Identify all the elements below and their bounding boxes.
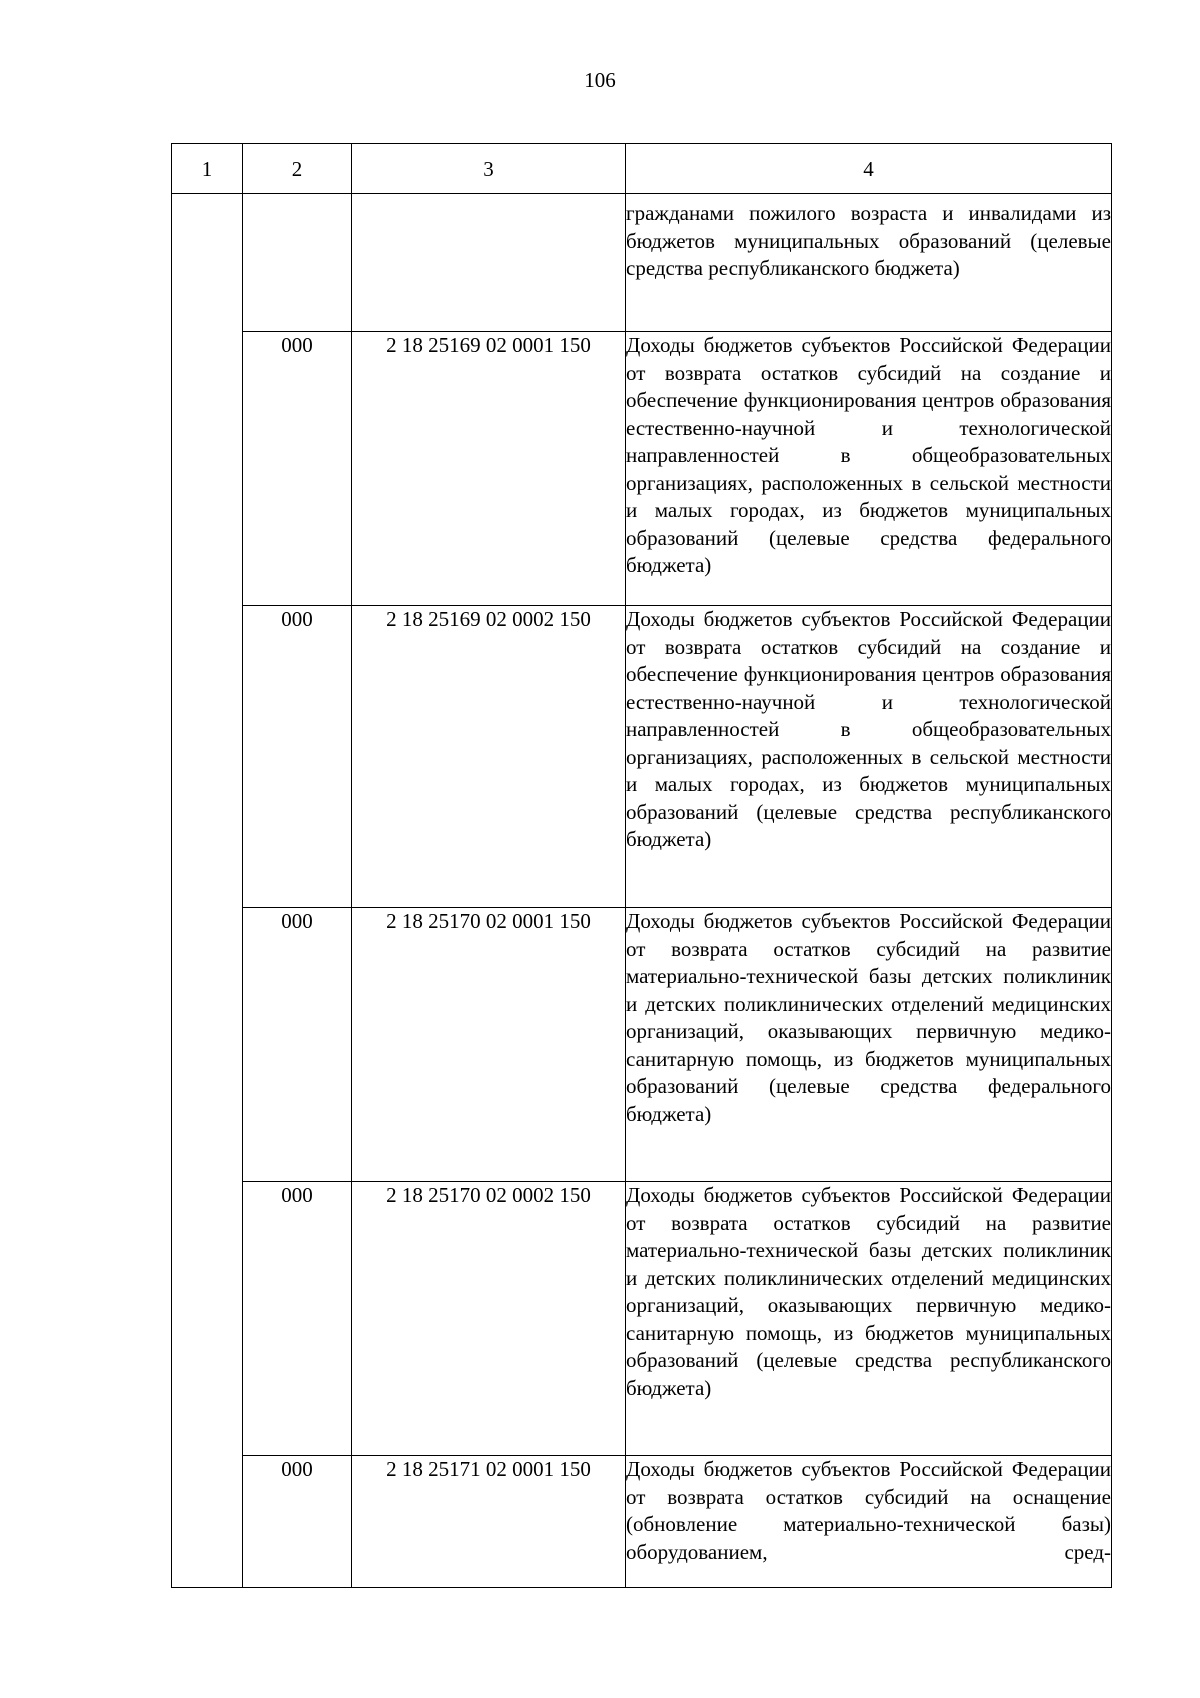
table-row: [172, 1182, 1112, 1456]
description-cell: Доходы бюджетов субъектов Российской Федерации от возврата остатков субсидий на оснащение (обновление материально-технической базы) оборудованием, сред-: [626, 1456, 1112, 1588]
table-row: [172, 1456, 1112, 1588]
description-cell: гражданами пожилого возраста и инвалидами из бюджетов муниципальных образований (целевые средства республиканского бюджета): [626, 194, 1112, 332]
table-row: [172, 194, 1112, 332]
table-row: [172, 332, 1112, 606]
header-col-1: 1: [172, 144, 243, 194]
description-cell: Доходы бюджетов субъектов Российской Федерации от возврата остатков субсидий на развитие материально-технической базы детских поликлиник и детских поликлинических отделений медицинских организаций, оказывающих первичную медико-санитарную помощь, из бюджетов муниципальных образований (целевые средства республиканского бюджета): [626, 1182, 1112, 1456]
admin-code-cell: 000: [243, 1182, 352, 1456]
admin-code-cell: 000: [243, 1456, 352, 1588]
budget-code-cell: 2 18 25170 02 0002 150: [352, 1182, 626, 1456]
budget-code-cell: 2 18 25169 02 0001 150: [352, 332, 626, 606]
income-codes-table: [171, 143, 1112, 1588]
description-cell: Доходы бюджетов субъектов Российской Федерации от возврата остатков субсидий на создание и обеспечение функционирования центров образования естественно-научной и технологической направленностей в общеобразовательных организациях, расположенных в сельской местности и малых городах, из бюджетов муниципальных образований (целевые средства республиканского бюджета): [626, 606, 1112, 908]
page-number: 106: [584, 68, 616, 92]
header-col-2: 2: [243, 144, 352, 194]
table-header-row: [172, 144, 1112, 194]
header-col-3: 3: [352, 144, 626, 194]
description-cell: Доходы бюджетов субъектов Российской Федерации от возврата остатков субсидий на создание и обеспечение функционирования центров образования естественно-научной и технологической направленностей в общеобразовательных организациях, расположенных в сельской местности и малых городах, из бюджетов муниципальных образований (целевые средства федерального бюджета): [626, 332, 1112, 606]
header-col-4: 4: [626, 144, 1112, 194]
table-row: [172, 908, 1112, 1182]
budget-code-cell: 2 18 25171 02 0001 150: [352, 1456, 626, 1588]
admin-code-cell: 000: [243, 606, 352, 908]
admin-code-cell: [243, 194, 352, 332]
budget-code-cell: [352, 194, 626, 332]
admin-code-cell: 000: [243, 332, 352, 606]
budget-code-cell: 2 18 25169 02 0002 150: [352, 606, 626, 908]
budget-code-cell: 2 18 25170 02 0001 150: [352, 908, 626, 1182]
table-row: [172, 606, 1112, 908]
description-cell: Доходы бюджетов субъектов Российской Федерации от возврата остатков субсидий на развитие материально-технической базы детских поликлиник и детских поликлинических отделений медицинских организаций, оказывающих первичную медико-санитарную помощь, из бюджетов муниципальных образований (целевые средства федерального бюджета): [626, 908, 1112, 1182]
admin-code-cell: 000: [243, 908, 352, 1182]
first-column-cell: [172, 194, 243, 1588]
